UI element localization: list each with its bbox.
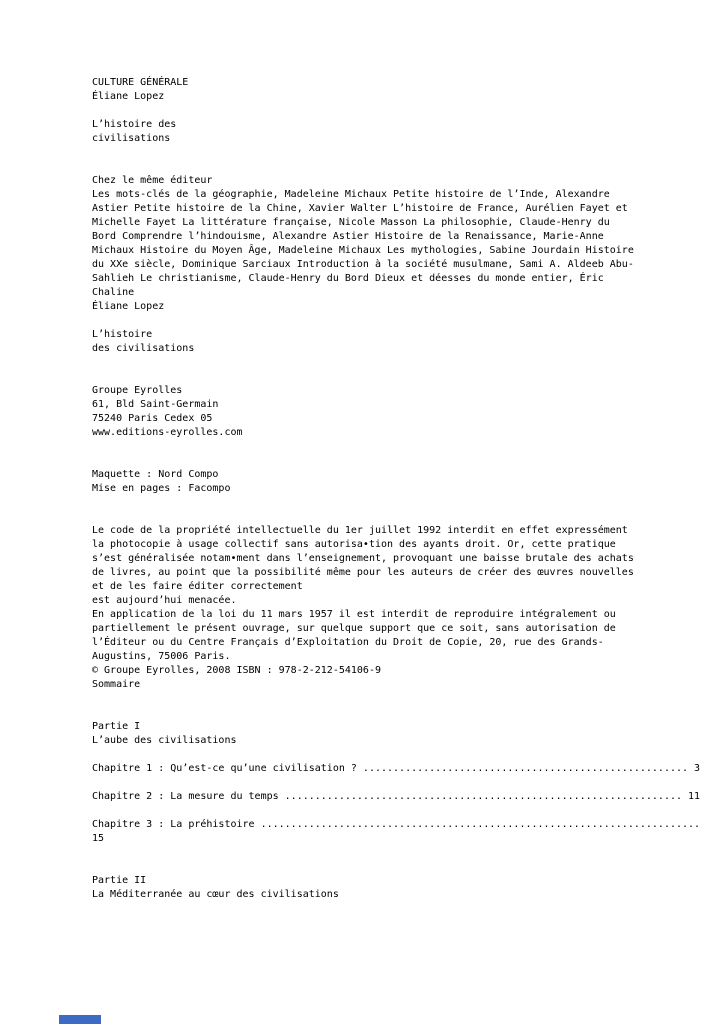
part-title: L’aube des civilisations — [92, 735, 237, 746]
catalog-line: Bord Comprendre l’hindouisme, Alexandre Astier Histoire de la Renaissance, Marie-Anne — [92, 231, 604, 242]
toc-entry-line: Chapitre 2 : La mesure du temps .................................................................. 11 — [92, 791, 701, 802]
catalog-line: Sahlieh Le christianisme, Claude-Henry du Bord Dieux et déesses du monde entier, Éric — [92, 273, 604, 284]
page-text — [92, 76, 708, 902]
book-title-line: L’histoire des — [92, 119, 177, 130]
publisher-name: Groupe Eyrolles — [92, 385, 183, 396]
legal-line: s’est généralisée notam•ment dans l’enseignement, provoquant une baisse brutale des achats — [92, 553, 634, 564]
author-name: Éliane Lopez — [92, 301, 165, 312]
copyright-isbn-line: © Groupe Eyrolles, 2008 ISBN : 978-2-212-54106-9 — [92, 665, 381, 676]
book-title-line: civilisations — [92, 133, 171, 144]
legal-line: est aujourd’hui menacée. — [92, 595, 237, 606]
catalog-line: Les mots-clés de la géographie, Madeleine Michaux Petite histoire de l’Inde, Alexandre — [92, 189, 610, 200]
publisher-address-line: 75240 Paris Cedex 05 — [92, 413, 213, 424]
legal-line: l’Éditeur ou du Centre Français d’Exploitation du Droit de Copie, 20, rue des Grands- — [92, 637, 604, 648]
legal-line: la photocopie à usage collectif sans autorisa•tion des ayants droit. Or, cette pratique — [92, 539, 616, 550]
toc-page-number-overflow: 15 — [92, 833, 105, 844]
bottom-blue-bar — [59, 1015, 101, 1024]
publisher-website: www.editions-eyrolles.com — [92, 427, 243, 438]
toc-entry-line: Chapitre 1 : Qu’est-ce qu’une civilisation ? ...................................................... 3 — [92, 763, 701, 774]
catalog-line: Astier Petite histoire de la Chine, Xavier Walter L’histoire de France, Aurélien Fayet et — [92, 203, 628, 214]
legal-line: de livres, au point que la possibilité même pour les auteurs de créer des œuvres nouvelles — [92, 567, 634, 578]
catalog-line: Michaux Histoire du Moyen Âge, Madeleine Michaux Les mythologies, Sabine Jourdain Histoire — [92, 245, 634, 256]
catalog-block — [92, 174, 708, 314]
subtitle-block — [92, 118, 708, 146]
toc-entry-chapter-1 — [92, 762, 708, 776]
publisher-address-line: 61, Bld Saint-Germain — [92, 399, 219, 410]
collection-title: CULTURE GÉNÉRALE — [92, 77, 189, 88]
book-title-line: L’histoire — [92, 329, 153, 340]
legal-line: partiellement le présent ouvrage, sur quelque support que ce soit, sans autorisation de — [92, 623, 616, 634]
legal-block — [92, 524, 708, 692]
catalog-line: Chaline — [92, 287, 135, 298]
toc-part-2 — [92, 874, 708, 902]
toc-entry-chapter-3 — [92, 818, 708, 846]
toc-part-1 — [92, 720, 708, 748]
toc-entry-line: Chapitre 3 : La préhistoire ......................................................................... — [92, 819, 701, 830]
credit-line: Maquette : Nord Compo — [92, 469, 219, 480]
title-block — [92, 76, 708, 104]
legal-line: Le code de la propriété intellectuelle du 1er juillet 1992 interdit en effet expressément — [92, 525, 628, 536]
catalog-line: Michelle Fayet La littérature française, Nicole Masson La philosophie, Claude-Henry du — [92, 217, 610, 228]
legal-line: Augustins, 75006 Paris. — [92, 651, 231, 662]
toc-entry-chapter-2 — [92, 790, 708, 804]
part-label: Partie I — [92, 721, 141, 732]
series-title-block — [92, 328, 708, 356]
catalog-line: du XXe siècle, Dominique Sarciaux Introduction à la société musulmane, Sami A. Aldeeb Abu- — [92, 259, 634, 270]
part-title: La Méditerranée au cœur des civilisations — [92, 889, 339, 900]
catalog-heading: Chez le même éditeur — [92, 175, 213, 186]
sommaire-heading: Sommaire — [92, 679, 141, 690]
credits-block — [92, 468, 708, 496]
part-label: Partie II — [92, 875, 147, 886]
author-name: Éliane Lopez — [92, 91, 165, 102]
legal-line: En application de la loi du 11 mars 1957 il est interdit de reproduire intégralement ou — [92, 609, 616, 620]
book-title-line: des civilisations — [92, 343, 195, 354]
publisher-block — [92, 384, 708, 440]
legal-line: et de les faire éditer correctement — [92, 581, 303, 592]
credit-line: Mise en pages : Facompo — [92, 483, 231, 494]
